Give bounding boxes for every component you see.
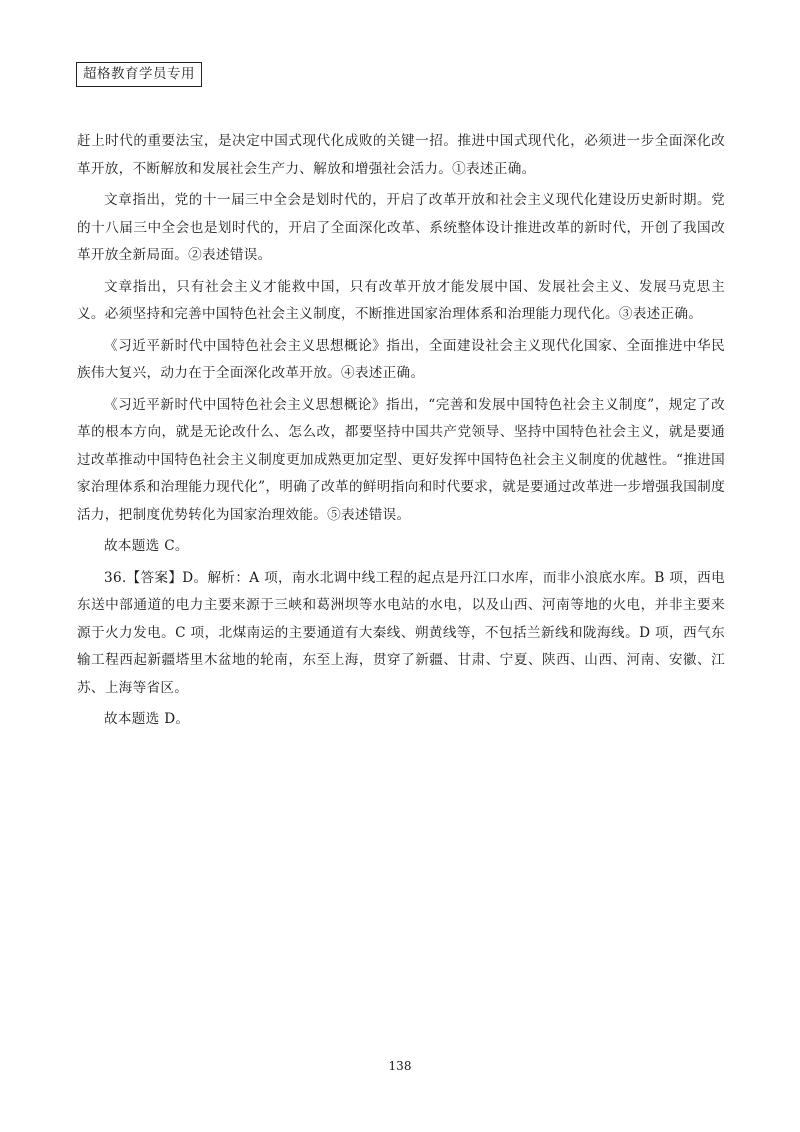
page-number: 138 xyxy=(388,1059,412,1073)
paragraph-statement-5: 《习近平新时代中国特色社会主义思想概论》指出，“完善和发展中国特色社会主义制度”，规定了改革的根本方向，就是无论改什么、怎么改，都要坚持中国共产党领导、坚持中国特色社会主义，就是要通过改革推动中国特色社会主义制度更加成熟更加定型、更好发挥中国特色社会主义制度的优越性。“推进国家治理体系和治理能力现代化”，明确了改革的鲜明指向和时代要求，就是要通过改革进一步增强我国制度活力，把制度优势转化为国家治理效能。⑤表述错误。 xyxy=(77,396,725,523)
paragraph-statement-4: 《习近平新时代中国特色社会主义思想概论》指出，全面建设社会主义现代化国家、全面推进中华民族伟大复兴，动力在于全面深化改革开放。④表述正确。 xyxy=(77,337,725,381)
paragraph-statement-2: 文章指出，党的十一届三中全会是划时代的，开启了改革开放和社会主义现代化建设历史新时期。党的十八届三中全会也是划时代的，开启了全面深化改革、系统整体设计推进改革的新时代，开创了我国改革开放全新局面。②表述错误。 xyxy=(77,192,725,263)
paragraph-statement-3: 文章指出，只有社会主义才能救中国，只有改革开放才能发展中国、发展社会主义、发展马克思主义。必须坚持和完善中国特色社会主义制度，不断推进国家治理体系和治理能力现代化。③表述正确。 xyxy=(77,278,725,322)
paragraph-question-36-answer: 36.【答案】D。解析：A 项，南水北调中线工程的起点是丹江口水库，而非小浪底水库。B 项，西电东送中部通道的电力主要来源于三峡和葛洲坝等水电站的水电，以及山西、河南等地的火电，并非主要来源于火力发电。C 项，北煤南运的主要通道有大秦线、朔黄线等，不包括兰新线和陇海线。D 项，西气东输工程西起新疆塔里木盆地的轮南，东至上海，贯穿了新疆、甘肃、宁夏、陕西、山西、河南、安徽、江苏、上海等省区。 xyxy=(77,569,725,696)
paragraph-conclusion-36: 故本题选 D。 xyxy=(104,711,190,727)
paragraph-conclusion-35: 故本题选 C。 xyxy=(104,538,189,554)
document-body xyxy=(77,128,725,738)
paragraph-continuation: 赶上时代的重要法宝，是决定中国式现代化成败的关键一招。推进中国式现代化，必须进一步全面深化改革开放，不断解放和发展社会生产力、解放和增强社会活力。①表述正确。 xyxy=(77,133,725,177)
header-badge: 超格教育学员专用 xyxy=(76,62,202,87)
